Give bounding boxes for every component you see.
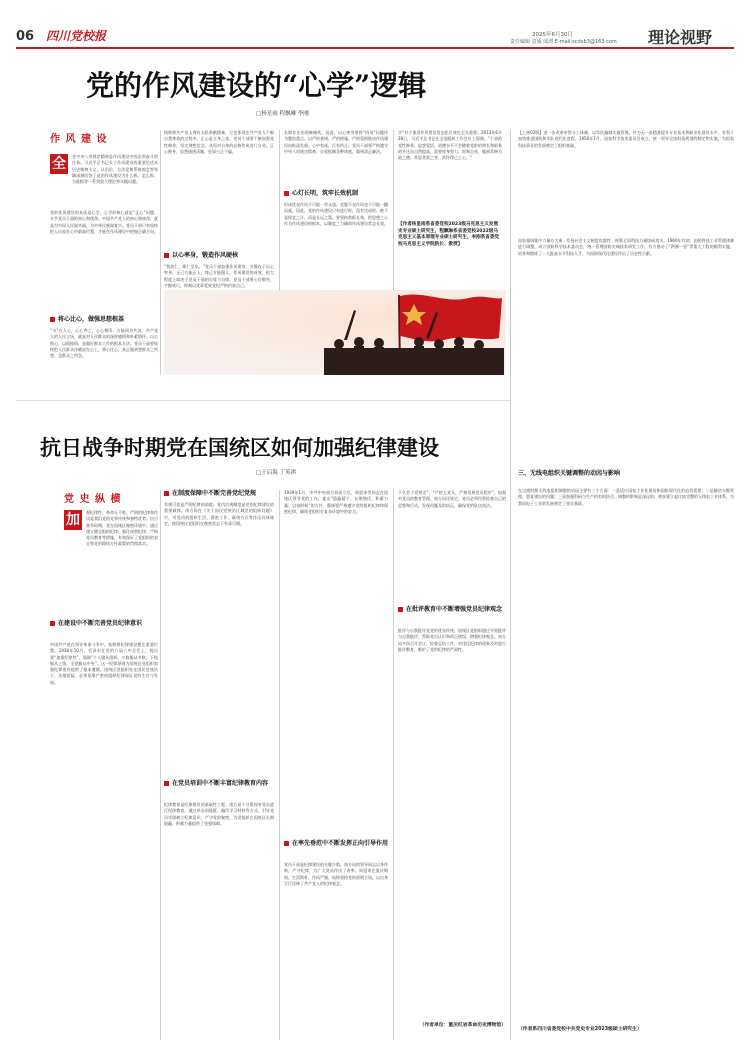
editor-line: 责任编辑 袁威 邱渭 E-mail:scdxb3@163.com — [510, 39, 617, 45]
article2-col4-sec — [398, 606, 506, 614]
col-divider — [160, 490, 161, 1040]
section-marker-icon — [50, 621, 55, 626]
article1-sec2-title — [164, 252, 274, 260]
article1-title: 党的作风建设的“心学”逻辑 — [86, 69, 427, 102]
header-rule — [16, 47, 734, 49]
article2-col3 — [284, 490, 388, 1040]
article1-sec1-text: “水”在人心，心心齐之，心心相印，方能同舟共济。共产党人的人民立场，就是对人民群众的深厚感情和朴素情怀。以心换心，以情换情，是做好群众工作的根本方法。党员干部要始终把人民群众冷暖放在心上，将心比心，真正做到想群众之所想、急群众之所急。 — [50, 328, 158, 359]
sidebar-section-text: 在过渡时期无线电组织调整的动因主要有三个方面：一是适应国家工业化建设和国防现代化的迫切需要；二是解决分散管理、重复建设的问题；三是加强科研与生产的有机结合。调整的影响是深远的，初步建立起比较完整的无线电工业体系，为我国电子工业的发展奠定了坚实基础。 — [518, 488, 734, 506]
article2-col2-text1: 有规可依是严明纪律的前提。党内法规制度是党的纪律建设的重要载体。南方局在《关于国民党统治区域党的组织问题》中，对党员的组织生活、保密工作、联络方式等作出具体规定，使国统区党组织在秘密状态下有章可循。 — [164, 502, 274, 526]
col-divider — [279, 490, 280, 1040]
article2-col2-text2: 纪律教育是纪律建设的基础性工程。南方局十分重视对党员进行纪律教育，通过举办训练班、编印学习材料等方式，引导党员牢固树立纪律意识，严守党的秘密，为党组织在国统区长期隐蔽、积蓄力量提供了坚强保障。 — [164, 802, 274, 826]
sidebar — [518, 130, 734, 1050]
col2-sec1-text: 在制度保障中不断完善党纪党规 — [172, 490, 257, 497]
section-marker-icon — [164, 491, 169, 496]
section-marker-icon — [164, 781, 169, 786]
article1-col2-text: 线跨界共产党人拥有无私奉献精神，它也体现在共产党人不断自我革命的过程中。正心是立身之本，党员干部要不断加强党性修养，坚定理想信念，从而对自身的品格作风进行自省。正心修身，思想通透清澈，处事公正不偏。 — [164, 130, 274, 154]
article2-col4-text2: 批评与自我批评是党的优良传统。国统区党组织通过开展批评与自我批评，帮助党员认识和改正错误，增强纪律观念。南方局多次召开会议，检查总结工作，对违反纪律的现象及时进行批评教育，维护了党的纪律的严肃性。 — [398, 628, 506, 652]
section-marker-icon — [164, 253, 169, 258]
article2-col2-sec2 — [164, 780, 274, 788]
article2-dropcap: 加 — [66, 512, 80, 528]
section-marker-icon — [50, 317, 55, 322]
section-marker-icon — [398, 607, 403, 612]
article2-note: （作者单位：重庆红岩革命历史博物馆） — [419, 1023, 506, 1028]
article2-col2 — [164, 490, 274, 1040]
article1-dropcap: 全 — [52, 156, 66, 172]
article2-col3-sec — [284, 840, 388, 848]
article1-bio: 【作者杨星雨系省委党校2023级马克思主义发展史专业硕士研究生，程飘琳系省委党校2022级马克思主义基本原理专业硕士研究生，李刚系省委党校马克思主义学院院长、教授】 — [398, 222, 500, 247]
article2-col1-text: 中国共产党在领导革命斗争中，始终将纪律建设摆在重要位置。1938年10月，毛泽东在党的六届六中全会上，提出要“加强纪律性”，强调“个人服从组织，少数服从多数，下级服从上级，全党服从中央”。这一纪律原则为国统区党组织加强纪律建设提供了根本遵循。国统区党组织处在国民党统治下，处境艰险，必须依靠严密的组织纪律保证党的生存与发展。 — [50, 642, 158, 685]
col1-sec-text: 在建设中不断完善党员纪律意识 — [58, 620, 143, 627]
article1-col1 — [50, 130, 158, 375]
article2-col1 — [50, 490, 158, 1040]
col-divider — [510, 130, 511, 400]
col4-sec-text: 在批评教育中不断增强党员纪律观念 — [406, 606, 503, 613]
article2-column-tag: 党 史 纵 横 — [64, 494, 122, 505]
col-divider — [393, 130, 394, 290]
article1-col4-text: 学”对于推进作风建设常态化长效化至关重要。2013年6月28日，习近平总书记在全国组织工作会议上强调，“干部的党性修养、思想觉悟、道德水平不会随着党龄的增长和职务的升迁而自然提高，需要终身努力，时刻自省，做到常修为政之德、常思贪欲之害、常怀律己之心。” — [398, 130, 502, 161]
article1-col1-text: 党的作风建设的本质是心学，心学的核心就是“正心”问题，关乎党员干部的初心和使命。中国共产党人的初心和使命，就是为中国人民谋幸福，为中华民族谋复兴。党员干部只有始终把人民放在心中最高位置，才能在作风建设中把握正确方向。 — [50, 210, 158, 234]
sidebar-intro: 【上接02版】进一步改革审管分工体制，以军队编制实施管理，共为无一步精准提升专业技术和职业化建设水平，有利于加快推进国防和军队现代化进程。1956年1月，国家科学技术委员会成立，统一领导全国科技规划的制定和实施，为国家科技事业的发展奠定了组织基础。 — [518, 130, 734, 148]
sidebar-author-note: （作者系四川省委党校中共党史专业2023级硕士研究生） — [518, 1027, 642, 1032]
section-title: 理论视野 — [648, 28, 713, 47]
sec1-title-text: 将心比心，做强思想根基 — [58, 316, 125, 323]
col2-sec2-text: 在党员培训中不断丰富纪律教育内容 — [172, 780, 269, 787]
section-marker-icon — [284, 841, 289, 846]
article1-sec1-title — [50, 316, 158, 324]
article2-col4 — [398, 490, 506, 1040]
col-divider — [160, 130, 161, 375]
article2-title: 抗日战争时期党在国统区如何加强纪律建设 — [40, 435, 439, 460]
section-marker-icon — [284, 191, 289, 196]
article2-col3-text: 1939年1月，中共中央南方局成立后，周恩来等同志在国统区领导党的工作，提出“隐蔽精干、长期埋伏、积蓄力量、以待时机”的方针，强调要严格遵守党的组织纪律和保密纪律，确保党组织在复杂环境中的安全。 — [284, 490, 388, 514]
article2-col4-text: 不久会于党规定”，“严把入党关，严格发展党员程序”，加强对党员的教育管理。南方局还规定，党员必须经常检查自己的思想和行动，发现问题及时纠正，确保党的队伍纯洁。 — [398, 490, 506, 508]
article1-col3-text: 长期存在的顽瘴痼疾。因此，以心率身要将“四风”问题作为整治重点，以严的基调、严的措施、严的氛围推动作风建设向纵深发展。心中有戒，行有所止。党员干部要严格遵守中央八项规定精神，自觉抵制各种诱惑，做到清正廉洁。 — [284, 130, 388, 154]
article1-column-tag: 作 风 建 设 — [50, 134, 108, 145]
sec3-title-text: 心灯长明，筑牢长效机制 — [292, 190, 359, 197]
article1-lead: 党中央八项规定精神是作风建设中的必须奋斗的任务。习近平总书记关于作风建设的重要论述从历史唯物主义、认识论、方法论和系统观念等领域深刻回答了党的作风建设为什么抓、怎么抓、为谁抓等一系列重大理论和实践问题。 — [72, 154, 158, 185]
article1-photo — [164, 290, 506, 375]
sec2-title-text: 以心率身，锻造作风硬核 — [172, 252, 239, 259]
col3-sec-text: 在率先垂范中不断发挥正向引导作用 — [292, 840, 389, 847]
article1-sec2-text: “我欲仁，斯仁至矣。”党员干部加强作风建设，关键在于以心率身。正己方能正人，律己方能服人。作风建设的成效，很大程度上取决于党员干部的自觉与自律。党员干部要心存敬畏、手握戒尺，时刻以党章党规党纪严格约束自己。 — [164, 264, 274, 288]
page-header — [16, 22, 734, 48]
paper-logo: 四川党校报 — [46, 29, 107, 43]
article2-col3-text2: 党员干部是纪律建设的关键少数。南方局的领导同志以身作则，严守纪律，为广大党员作出了表率。周恩来在重庆期间，生活简朴、作风严谨，始终坚持党的原则立场，以自身言行诠释了共产党人的纪律观念。 — [284, 862, 388, 886]
article1-col3 — [284, 130, 388, 290]
article1-col4 — [398, 130, 502, 290]
sidebar-para2: 国家强调集中力量办大事，发扬社会主义制度优越性，统筹全国科技力量协同攻关。1960年代初，国防科技工业管理体制进行调整，成立国防科学技术委员会，统一管理国防尖端技术研究工作，有力推动了“两弹一星”等重大工程的顺利实施，培养和锻炼了一大批高水平科技人才，为国防现代化建设作出了历史性贡献。 — [518, 238, 734, 256]
sidebar-section-title: 三、无线电组织关键调整的动因与影响 — [518, 470, 621, 477]
article-separator — [16, 400, 510, 401]
article2-col1-sec — [50, 620, 158, 628]
article2-lead: 强纪律性，革命无不胜。严明的纪律和作风是我们党的光荣传统和独特优势。抗日战争时期，党在国统区秘密环境中，通过建立健全组织纪律、强化保密纪律、严格党员教育等措施，有效保证了党组织的安全和党的路线方针政策的贯彻落实。 — [86, 510, 158, 547]
article1-sec3-title — [284, 190, 388, 198]
article2-col2-sec1 — [164, 490, 274, 498]
article1-sec3-text: 形成优良作风不可能一劳永逸，克服不良作风也不可能一蹴而就。因此，党的作风建设只有进行时，没有完成时，绝不是权宜之计，而是长远之策。要坚持常抓长效，把思想之心作为作风建设的根本，以制度之力确保作风建设常态长效。 — [284, 202, 388, 226]
article1-authors: □杨星雨 程飘琳 李刚 — [256, 111, 309, 117]
col-divider — [279, 130, 280, 290]
col-divider — [510, 400, 511, 1040]
col-divider — [393, 490, 394, 1040]
issue-date: 2025年6月30日 — [532, 32, 573, 38]
article2-authors: □王启海 丁英祺 — [256, 470, 296, 476]
page-number: 06 — [16, 29, 35, 44]
flag-and-soldiers-illustration — [164, 290, 506, 375]
